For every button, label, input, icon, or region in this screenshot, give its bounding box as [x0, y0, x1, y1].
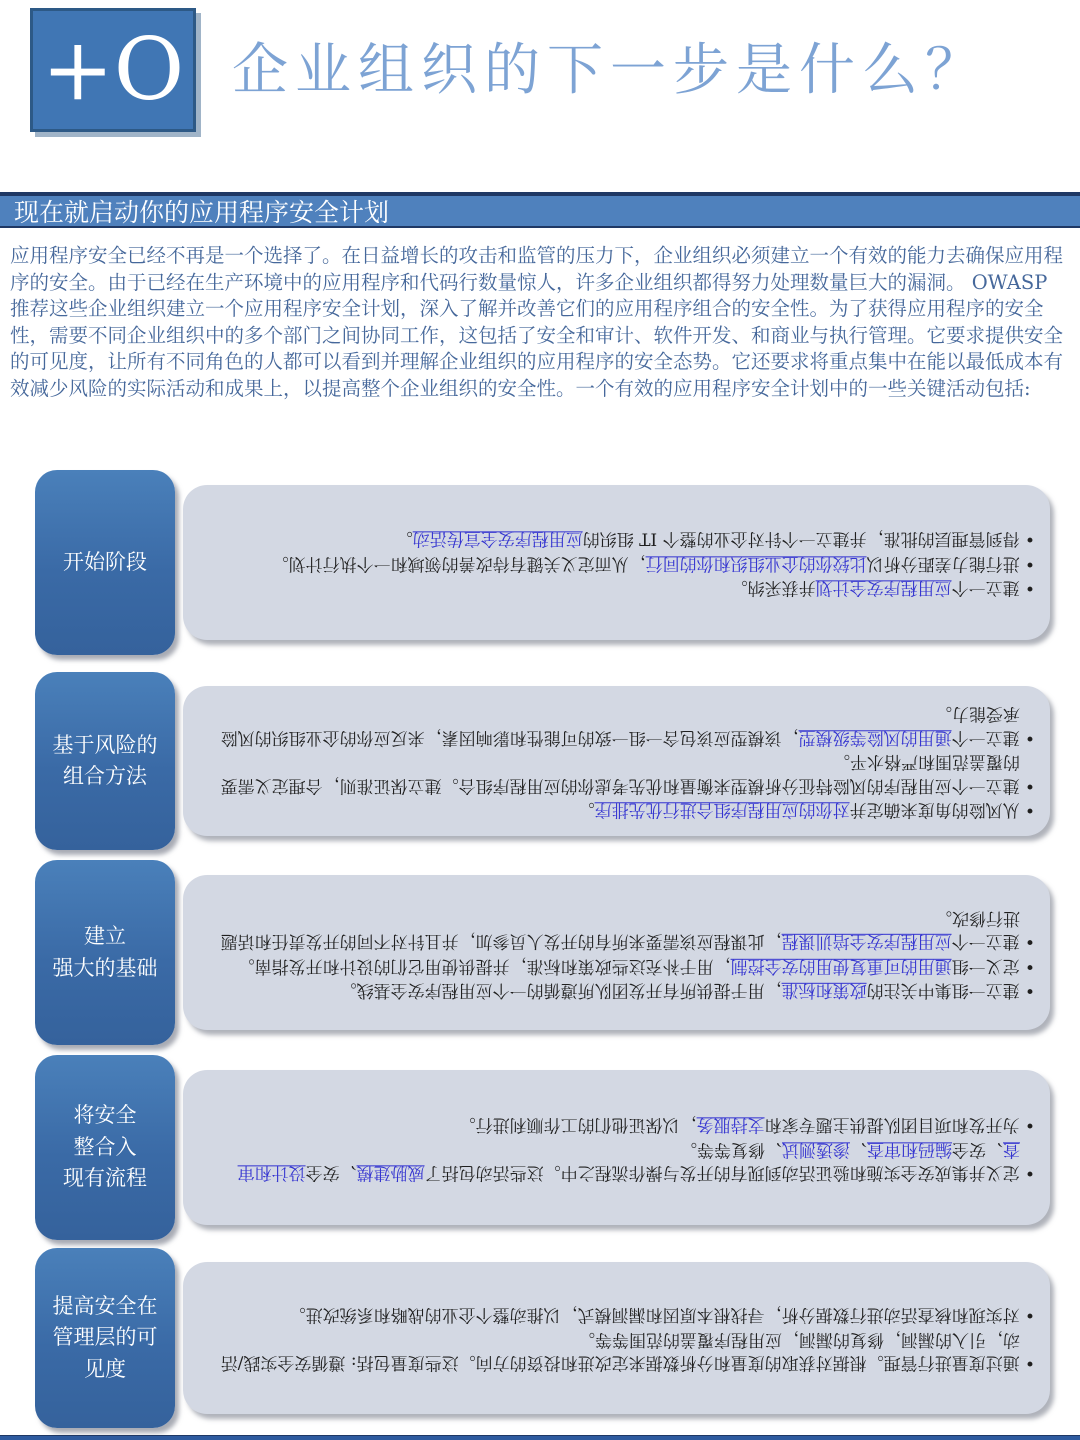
- section-label: [35, 470, 175, 655]
- bullet-text: 建立一个: [951, 727, 1020, 748]
- bullet-text: 建立一组集中关注的: [866, 979, 1020, 1000]
- bullet-marker: •: [1019, 979, 1035, 1000]
- section-label-line: 强大的基础: [52, 955, 158, 980]
- bullet-item: [218, 1112, 1035, 1135]
- inline-link[interactable]: 设计和审查: [237, 1138, 1020, 1183]
- bullet-text: ，从而定义关键有待改善的领域和一个执行计划。: [271, 553, 646, 574]
- bullet-item: [218, 701, 1035, 748]
- inline-link[interactable]: 应用程序安全宣传活动: [412, 528, 583, 549]
- inline-link[interactable]: 渗透测试: [782, 1138, 850, 1159]
- section-row: [35, 672, 1050, 850]
- bullet-marker: •: [1019, 954, 1035, 975]
- section-content-box: [183, 485, 1050, 640]
- bullet-item: [218, 952, 1035, 975]
- bullet-text: ，用于提供所有开发团队所遵循的一个应用程序安全基线。: [339, 979, 782, 1000]
- section-label-line: 见度: [84, 1356, 126, 1381]
- section-label: [35, 860, 175, 1045]
- banner-title: 现在就启动你的应用程序安全计划: [14, 198, 390, 227]
- section-row: [35, 860, 1050, 1045]
- bullet-marker: •: [1019, 1114, 1035, 1135]
- bullet-text: 、安全: [952, 1138, 1003, 1159]
- bullet-text: ，该模型应该包含一组一致的可能性和影响因素，来反应你的企业组织的风险承受能力。: [220, 703, 1020, 748]
- bullet-text: 并获采纳。: [730, 577, 816, 598]
- bullet-text: ，此课程应该需要来所有的开发人员参加，并且针对不同的开发责任和话题进行修改。: [220, 907, 1020, 951]
- bullet-item: [218, 905, 1035, 952]
- inline-link[interactable]: 应用程序安全培训课程: [781, 930, 952, 951]
- owasp-plus-o-logo: [30, 8, 196, 132]
- bullet-item: [218, 1302, 1035, 1325]
- section-row: [35, 1248, 1050, 1428]
- bullet-text: 得到管理层的批准，并建立一个针对企业的整个 IT 组织的: [582, 528, 1020, 549]
- bottom-divider: [0, 1435, 1080, 1440]
- section-label-line: 组合方法: [63, 764, 147, 788]
- section-row: [35, 470, 1050, 655]
- bullet-text: 为开发和项目团队提供主题专家和: [764, 1114, 1020, 1135]
- rotated-text-block: [183, 1301, 1050, 1374]
- logo-text: +O: [41, 20, 185, 120]
- section-label: [35, 1248, 175, 1428]
- section-content-box: [183, 1070, 1050, 1225]
- rotated-text-block: [183, 700, 1050, 821]
- bullet-marker: •: [1019, 1352, 1035, 1373]
- bullet-item: [218, 1327, 1035, 1374]
- bullet-marker: •: [1019, 528, 1035, 549]
- section-label-line: 现有流程: [63, 1166, 147, 1191]
- bullet-text: 建立一个: [951, 577, 1020, 598]
- bullet-text: 进行能力差距分析以: [866, 553, 1020, 574]
- bullet-item: [218, 1136, 1035, 1183]
- inline-link[interactable]: 威胁建模: [356, 1162, 425, 1183]
- bullet-text: 定义并集成安全实施和验证活动到现有的开发与操作流程之中。这些活动包括了: [424, 1162, 1020, 1183]
- section-label-line: 管理层的可: [52, 1325, 158, 1350]
- rotated-text-block: [183, 1111, 1050, 1184]
- bullet-item: [218, 977, 1035, 1000]
- section-label: [35, 1055, 175, 1240]
- intro-paragraph: 应用程序安全已经不再是一个选择了。在日益增长的攻击和监管的压力下，企业组织必须建立一个有效的能力去确保应用程序的安全。由于已经在生产环境中的应用程序和代码行数量惊人，许多企业组织都得努力处理数量巨大的漏洞。 OWASP 推荐这些企业组织建立一个应用程序安全计划，深入了解并改善它们的应用程序组合的安全性。为了获得应用程序的安全性，需要不同企业组织中的多个部门之间协同工作，这包括了安全和审计、软件开发、和商业与执行管理。它要求提供安全的可见度，让所有不同角色的人都可以看到并理解企业组织的应用程序的安全态势。它还要求将重点集中在能以最低成本有效减少风险的实际活动和成果上，以提高整个企业组织的安全性。一个有效的应用程序安全计划中的一些关键活动包括:: [10, 244, 1064, 400]
- inline-link[interactable]: 通用的可重复使用的安全控制: [730, 954, 952, 975]
- bullet-marker: •: [1019, 727, 1035, 748]
- section-label-line: 整合入: [73, 1134, 137, 1159]
- page-title: 企业组织的下一步是什么？: [232, 38, 988, 103]
- bullet-text: 。: [577, 799, 595, 820]
- bullet-item: [218, 797, 1035, 820]
- section-label: [35, 672, 175, 850]
- bullet-item: [218, 551, 1035, 574]
- inline-link[interactable]: 应用程序安全计划: [815, 577, 952, 598]
- bullet-text: ，用于补充这些政策和标准，并提供使用它们的设计和开发指南。: [237, 954, 731, 975]
- section-label-line: 建立: [84, 924, 126, 948]
- section-row: [35, 1055, 1050, 1240]
- bullet-text: 从风险的角度来确定并: [849, 799, 1020, 820]
- bullet-marker: •: [1019, 930, 1035, 951]
- section-content-box: [183, 1262, 1050, 1413]
- bullet-text: 、修复等等。: [680, 1138, 782, 1159]
- section-label-line: 提高安全在: [52, 1293, 158, 1318]
- bullet-text: 对实现和核查活动进行数据分析，寻找根本原因和漏洞模式，以推动整个企业的战略和系统改进。: [288, 1304, 1020, 1325]
- bullet-text: 。: [395, 528, 413, 549]
- bullet-marker: •: [1019, 799, 1035, 820]
- section-label-line: 将安全: [73, 1103, 137, 1128]
- bullet-text: ，以保证他们的工作顺利进行。: [458, 1114, 697, 1135]
- bullet-item: [218, 526, 1035, 549]
- bullet-marker: •: [1019, 775, 1035, 796]
- bullet-marker: •: [1019, 1162, 1035, 1183]
- rotated-text-block: [183, 525, 1050, 599]
- sections: [0, 470, 1080, 1428]
- section-label-line: 开始阶段: [63, 549, 147, 574]
- bullet-text: 定义一组: [951, 954, 1020, 975]
- bullet-text: 、: [850, 1138, 867, 1159]
- rotated-text-block: [183, 904, 1050, 1002]
- bullet-text: 通过度量进行管理。根据对获取的度量和分析数据来定改进和投资的方向。这些度量包括: 遵循安全实践/活动，引入的漏洞，修复的漏洞，应用程序覆盖的范围等等。: [220, 1329, 1020, 1373]
- inline-link[interactable]: 通用的风险等级模型: [798, 727, 952, 748]
- bullet-item: [218, 575, 1035, 598]
- inline-link[interactable]: 政策和标准: [781, 979, 867, 1000]
- bullet-marker: •: [1019, 577, 1035, 598]
- section-banner: [0, 192, 1080, 228]
- bullet-text: 建立一个: [951, 930, 1020, 951]
- inline-link[interactable]: 对你的应用程序组合进行优先排序: [594, 799, 850, 820]
- section-content-box: [183, 875, 1050, 1030]
- bullet-text: 建立一个应用程序的风险特征分析模型来衡量和优先考虑你的应用程序组合。建立保证准则，合理定义需要的覆盖范围和严格水平。: [220, 751, 1020, 796]
- inline-link[interactable]: 编码和审查: [867, 1138, 952, 1159]
- bullet-marker: •: [1019, 553, 1035, 574]
- bullet-item: [218, 749, 1035, 796]
- section-label-line: 基于风险的: [52, 732, 158, 757]
- section-content-box: [183, 686, 1050, 836]
- inline-link[interactable]: 比较你的企业组织和你的同行: [645, 553, 867, 574]
- bullet-marker: •: [1019, 1304, 1035, 1325]
- inline-link[interactable]: 支持服务: [696, 1114, 765, 1135]
- bullet-text: 、安全: [305, 1162, 357, 1183]
